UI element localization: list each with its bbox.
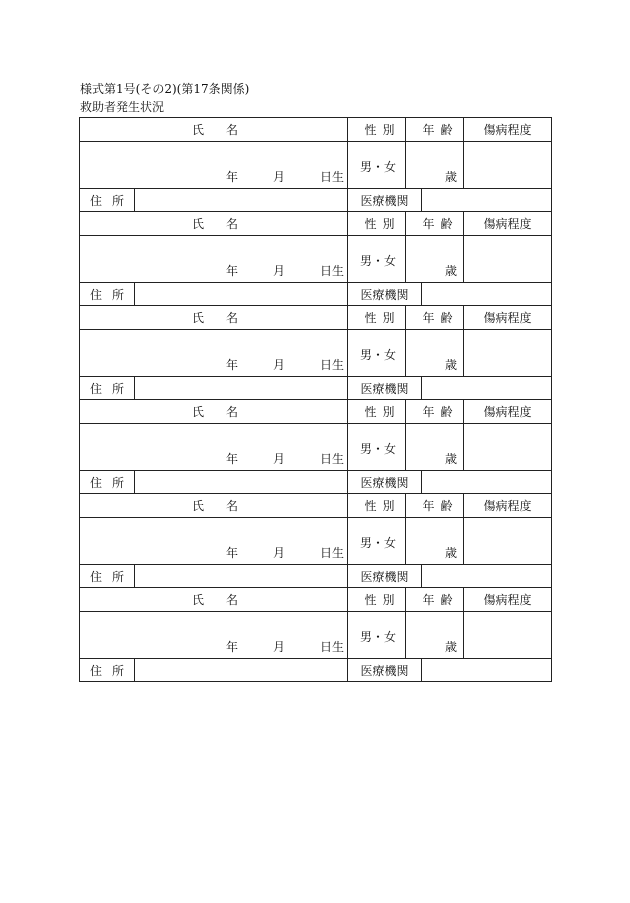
name-dob-cell[interactable]: [80, 424, 348, 471]
age-header-label-1: 年: [422, 593, 435, 607]
sex-value-cell[interactable]: [348, 142, 406, 189]
dob-month-label: 月: [273, 170, 286, 184]
sex-value-cell[interactable]: [348, 330, 406, 377]
age-header-label-2: 齢: [440, 311, 453, 325]
name-header-label-1: 氏: [192, 311, 205, 325]
hospital-label-cell: [348, 377, 422, 400]
dob-month-label: 月: [273, 264, 286, 278]
sex-value-label: 男・女: [360, 630, 397, 644]
hospital-label-cell: [348, 471, 422, 494]
sex-header-label-1: 性: [364, 311, 377, 325]
age-value-cell[interactable]: [406, 330, 464, 377]
address-label-cell: [80, 471, 135, 494]
entry-address-row: [80, 283, 552, 306]
address-value-cell[interactable]: [135, 471, 348, 494]
name-header-label-2: 名: [226, 311, 239, 325]
entry-header-row: [80, 118, 552, 142]
sex-header-label-2: 別: [382, 123, 395, 137]
name-header-label-1: 氏: [192, 217, 205, 231]
age-header-cell: [406, 212, 464, 236]
address-label-2: 所: [112, 569, 125, 584]
dob-day-label: 日生: [320, 170, 345, 184]
age-header-label-1: 年: [422, 405, 435, 419]
sex-header-label-1: 性: [364, 217, 377, 231]
sex-value-label: 男・女: [360, 348, 397, 362]
name-header-cell: [80, 118, 348, 142]
sex-header-cell: [348, 118, 406, 142]
address-label-cell: [80, 565, 135, 588]
name-dob-cell[interactable]: [80, 142, 348, 189]
age-value-cell[interactable]: [406, 612, 464, 659]
rescued-persons-body: [80, 118, 552, 682]
address-label-1: 住: [90, 663, 103, 678]
age-header-label-2: 齢: [440, 405, 453, 419]
entry-address-row: [80, 189, 552, 212]
form-title: 様式第1号(その2)(第17条関係): [80, 82, 250, 96]
injury-header-cell: [464, 306, 552, 330]
name-dob-cell[interactable]: [80, 518, 348, 565]
sex-header-cell: [348, 212, 406, 236]
sex-header-label-2: 別: [382, 311, 395, 325]
dob-day-label: 日生: [320, 264, 345, 278]
dob-day-label: 日生: [320, 546, 345, 560]
sex-header-cell: [348, 588, 406, 612]
dob-year-label: 年: [226, 546, 239, 560]
address-label-2: 所: [112, 663, 125, 678]
name-header-label-2: 名: [226, 593, 239, 607]
age-unit-label: 歳: [445, 640, 458, 654]
address-label-2: 所: [112, 287, 125, 302]
hospital-value-cell[interactable]: [422, 659, 552, 682]
age-header-cell: [406, 306, 464, 330]
entry-body-row: [80, 518, 552, 565]
sex-value-label: 男・女: [360, 442, 397, 456]
age-header-label-2: 齢: [440, 217, 453, 231]
hospital-value-cell[interactable]: [422, 565, 552, 588]
hospital-label: 医療機関: [360, 193, 409, 208]
dob-month-label: 月: [273, 546, 286, 560]
sex-value-cell[interactable]: [348, 424, 406, 471]
dob-year-label: 年: [226, 264, 239, 278]
dob-year-label: 年: [226, 452, 239, 466]
hospital-label-cell: [348, 565, 422, 588]
hospital-value-cell[interactable]: [422, 283, 552, 306]
age-header-cell: [406, 494, 464, 518]
name-header-label-1: 氏: [192, 593, 205, 607]
hospital-label: 医療機関: [360, 381, 409, 396]
sex-header-label-1: 性: [364, 499, 377, 513]
name-header-label-1: 氏: [192, 405, 205, 419]
entry-body-row: [80, 424, 552, 471]
address-label-1: 住: [90, 381, 103, 396]
sex-header-label-1: 性: [364, 593, 377, 607]
sex-header-label-2: 別: [382, 405, 395, 419]
age-value-cell[interactable]: [406, 142, 464, 189]
age-header-cell: [406, 588, 464, 612]
rescued-persons-table: [79, 117, 552, 682]
injury-header-label: 傷病程度: [483, 593, 532, 607]
entry-header-row: [80, 212, 552, 236]
name-dob-cell[interactable]: [80, 236, 348, 283]
hospital-label-cell: [348, 659, 422, 682]
name-header-cell: [80, 306, 348, 330]
dob-month-label: 月: [273, 640, 286, 654]
entry-address-row: [80, 377, 552, 400]
entry-address-row: [80, 659, 552, 682]
sex-header-label-1: 性: [364, 123, 377, 137]
address-value-cell[interactable]: [135, 659, 348, 682]
hospital-label-cell: [348, 189, 422, 212]
entry-header-row: [80, 400, 552, 424]
age-header-cell: [406, 400, 464, 424]
entry-header-row: [80, 494, 552, 518]
injury-value-cell[interactable]: [464, 330, 552, 377]
injury-header-cell: [464, 494, 552, 518]
age-value-cell[interactable]: [406, 518, 464, 565]
hospital-value-cell[interactable]: [422, 377, 552, 400]
entry-header-row: [80, 588, 552, 612]
name-header-cell: [80, 400, 348, 424]
age-unit-label: 歳: [445, 452, 458, 466]
name-header-cell: [80, 212, 348, 236]
age-header-label-1: 年: [422, 217, 435, 231]
injury-header-cell: [464, 588, 552, 612]
injury-value-cell[interactable]: [464, 424, 552, 471]
age-header-label-1: 年: [422, 123, 435, 137]
entry-body-row: [80, 612, 552, 659]
injury-value-cell[interactable]: [464, 142, 552, 189]
dob-month-label: 月: [273, 452, 286, 466]
age-unit-label: 歳: [445, 546, 458, 560]
hospital-label: 医療機関: [360, 287, 409, 302]
injury-value-cell[interactable]: [464, 236, 552, 283]
address-label-cell: [80, 377, 135, 400]
name-header-label-1: 氏: [192, 123, 205, 137]
age-value-cell[interactable]: [406, 424, 464, 471]
entry-address-row: [80, 565, 552, 588]
name-dob-cell[interactable]: [80, 330, 348, 377]
sex-value-cell[interactable]: [348, 236, 406, 283]
sex-header-cell: [348, 494, 406, 518]
hospital-label: 医療機関: [360, 475, 409, 490]
age-header-label-2: 齢: [440, 123, 453, 137]
dob-month-label: 月: [273, 358, 286, 372]
name-header-label-2: 名: [226, 123, 239, 137]
hospital-value-cell[interactable]: [422, 189, 552, 212]
address-label-1: 住: [90, 475, 103, 490]
address-label-2: 所: [112, 193, 125, 208]
name-header-label-2: 名: [226, 499, 239, 513]
form-subtitle: 救助者発生状況: [80, 100, 165, 114]
age-unit-label: 歳: [445, 358, 458, 372]
injury-header-cell: [464, 400, 552, 424]
address-label-cell: [80, 283, 135, 306]
address-label-2: 所: [112, 475, 125, 490]
name-header-label-2: 名: [226, 405, 239, 419]
sex-header-cell: [348, 400, 406, 424]
injury-value-cell[interactable]: [464, 518, 552, 565]
age-header-label-2: 齢: [440, 593, 453, 607]
name-header-cell: [80, 588, 348, 612]
sex-value-cell[interactable]: [348, 612, 406, 659]
address-value-cell[interactable]: [135, 189, 348, 212]
injury-header-label: 傷病程度: [483, 123, 532, 137]
injury-header-label: 傷病程度: [483, 217, 532, 231]
sex-header-label-2: 別: [382, 499, 395, 513]
dob-day-label: 日生: [320, 640, 345, 654]
sex-header-label-2: 別: [382, 593, 395, 607]
age-header-cell: [406, 118, 464, 142]
age-header-label-1: 年: [422, 499, 435, 513]
dob-year-label: 年: [226, 170, 239, 184]
injury-header-label: 傷病程度: [483, 311, 532, 325]
injury-value-cell[interactable]: [464, 612, 552, 659]
name-dob-cell[interactable]: [80, 612, 348, 659]
entry-header-row: [80, 306, 552, 330]
dob-day-label: 日生: [320, 358, 345, 372]
age-unit-label: 歳: [445, 264, 458, 278]
age-unit-label: 歳: [445, 170, 458, 184]
hospital-value-cell[interactable]: [422, 471, 552, 494]
entry-address-row: [80, 471, 552, 494]
injury-header-cell: [464, 118, 552, 142]
injury-header-label: 傷病程度: [483, 405, 532, 419]
entry-body-row: [80, 142, 552, 189]
age-header-label-2: 齢: [440, 499, 453, 513]
entry-body-row: [80, 236, 552, 283]
address-label-1: 住: [90, 193, 103, 208]
dob-year-label: 年: [226, 358, 239, 372]
injury-header-cell: [464, 212, 552, 236]
dob-day-label: 日生: [320, 452, 345, 466]
sex-value-cell[interactable]: [348, 518, 406, 565]
name-header-cell: [80, 494, 348, 518]
sex-value-label: 男・女: [360, 254, 397, 268]
sex-header-label-2: 別: [382, 217, 395, 231]
sex-value-label: 男・女: [360, 160, 397, 174]
address-label-2: 所: [112, 381, 125, 396]
injury-header-label: 傷病程度: [483, 499, 532, 513]
address-label-cell: [80, 659, 135, 682]
address-value-cell[interactable]: [135, 377, 348, 400]
address-label-1: 住: [90, 287, 103, 302]
age-value-cell[interactable]: [406, 236, 464, 283]
address-value-cell[interactable]: [135, 565, 348, 588]
sex-value-label: 男・女: [360, 536, 397, 550]
entry-body-row: [80, 330, 552, 377]
hospital-label-cell: [348, 283, 422, 306]
address-value-cell[interactable]: [135, 283, 348, 306]
sex-header-cell: [348, 306, 406, 330]
address-label-1: 住: [90, 569, 103, 584]
sex-header-label-1: 性: [364, 405, 377, 419]
dob-year-label: 年: [226, 640, 239, 654]
age-header-label-1: 年: [422, 311, 435, 325]
hospital-label: 医療機関: [360, 663, 409, 678]
address-label-cell: [80, 189, 135, 212]
name-header-label-2: 名: [226, 217, 239, 231]
hospital-label: 医療機関: [360, 569, 409, 584]
name-header-label-1: 氏: [192, 499, 205, 513]
